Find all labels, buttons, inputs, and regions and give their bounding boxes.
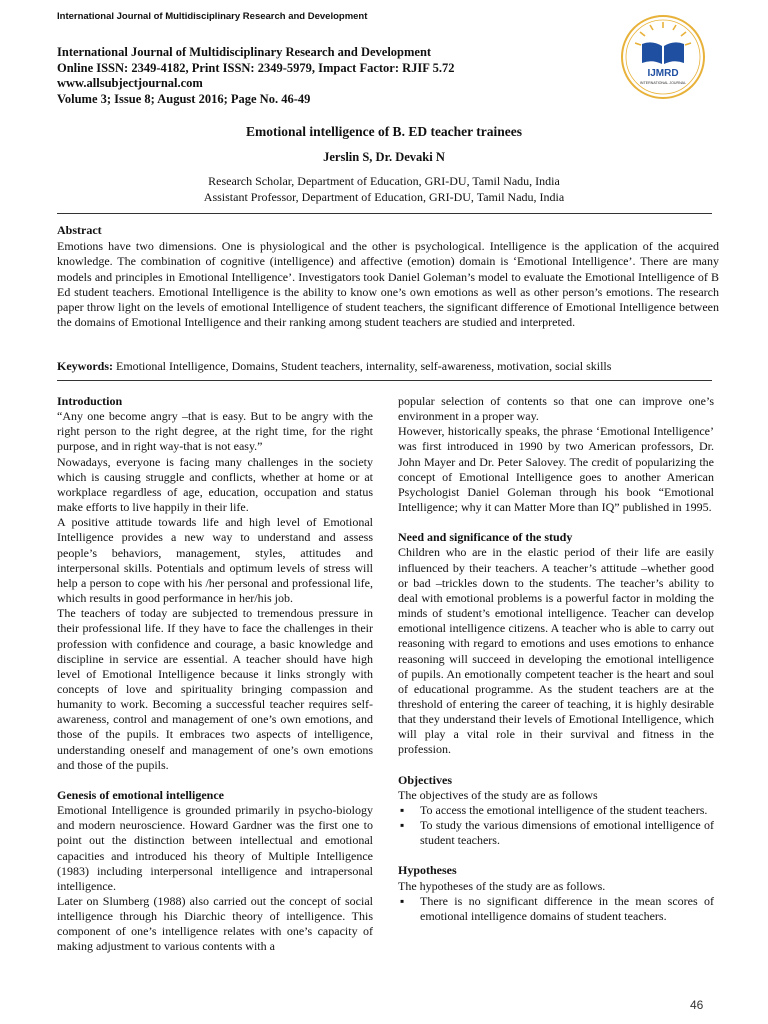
divider-bottom [57,380,712,381]
intro-paragraph: Nowadays, everyone is facing many challenges in the society which is causing struggle and conflicts, whether at home or at workplace regardless of age, education, occupation and status make efforts to live happily in their life. [57,454,373,515]
left-column [57,394,373,955]
divider-top [57,213,712,214]
intro-quote: “Any one become angry –that is easy. But to be angry with the right person to the right degree, at the right time, for the right purpose, and in right way-that is not easy.” [57,409,373,454]
running-header: International Journal of Multidisciplinary Research and Development [57,11,368,22]
logo-sub: INTERNATIONAL JOURNAL [639,81,687,85]
list-item: ▪ There is no significant difference in the mean scores of emotional intelligence domains of student teachers. [420,894,714,924]
paper-title: Emotional intelligence of B. ED teacher trainees [245,124,523,139]
right-column [398,394,714,924]
abstract-heading: Abstract [57,223,102,237]
hypotheses-heading: Hypotheses [398,863,457,878]
genesis-paragraph: Emotional Intelligence is grounded primarily in psycho-biology and modern neuroscience. Howard Gardner was the first one to point out the distinction between intellectual and emotional capacities and introduced his theory of Multiple Intelligence (1983) including interpersonal intelligence and intrapersonal intelligence. [57,803,373,893]
affiliation-1: Research Scholar, Department of Education, GRI-DU, Tamil Nadu, India [208,174,560,188]
logo-abbr: IJMRD [647,68,679,79]
objectives-heading: Objectives [398,772,452,787]
open-book-icon [642,42,684,64]
affiliation-2: Assistant Professor, Department of Education, GRI-DU, Tamil Nadu, India [203,190,565,204]
introduction-heading: Introduction [57,394,123,408]
list-item: ▪ To study the various dimensions of emotional intelligence of student teachers. [420,818,714,848]
list-item: ▪ To access the emotional intelligence of the student teachers. [420,803,714,818]
logo-ring [622,16,704,98]
abstract-text: Emotions have two dimensions. One is physiological and the other is psychological. Intelligence is the application of the acquired knowledge. The combination of cognitive (intelligence) and affective (emotion) domain is ‘Emotional Intelligence’. There are many models and principles in Emotional Intelligence’. Investigators took Daniel Goleman’s model to evaluate the Emotional Intelligence of B Ed student teachers. Emotional Intelligence is the ability to know one’s own emotions as well as other person’s emotions. The research paper throw light on the levels of emotional Intelligence of student teachers, the significant difference of Emotional Intelligence between the domains of Emotional Intelligence and their ranking among student teachers are studied and interpreted. [57,239,719,330]
continued-paragraph: popular selection of contents so that one can improve one’s environment in a proper way. [398,394,714,424]
journal-header [57,45,454,107]
objectives-intro: The objectives of the study are as follows [398,787,598,802]
hypotheses-intro: The hypotheses of the study are as follows. [398,878,606,893]
website-link[interactable]: www.allsubjectjournal.com [57,76,203,90]
page-number: 46 [690,998,704,1012]
affiliations [0,173,768,205]
paper-authors: Jerslin S, Dr. Devaki N [323,150,445,164]
issue-line: Volume 3; Issue 8; August 2016; Page No. 46-49 [57,91,311,106]
issn-line: Online ISSN: 2349-4182, Print ISSN: 2349-5979, Impact Factor: RJIF 5.72 [57,60,455,75]
genesis-heading: Genesis of emotional intelligence [57,787,224,802]
need-paragraph: Children who are in the elastic period of their life are easily influenced by their teachers. A teacher’s attitude –whether good or bad –trickles down to the students. The teacher’s ability to deal with emotional problems is a powerful factor in molding the minds of student’s emotional intelligence. Teacher can develop emotional intelligence citizens. A teacher who is able to carry out reasoning with regard to emotions and uses emotions to enhance reasoning will succeed in developing the emotional intelligence of pupils. An emotionally competent teacher is the heart and soul of educational programme. As the student teachers are at the threshold of entering the career of teaching, it is highly desirable that they understand their levels of Emotional Intelligence, which will play a vital role in their survival and fitness in the profession. [398,545,714,757]
journal-name: International Journal of Multidisciplinary Research and Development [57,45,432,59]
keywords-label: Keywords: [57,359,113,373]
keywords-text: Emotional Intelligence, Domains, Student teachers, internality, self-awareness, motivation, social skills [113,359,612,373]
need-heading: Need and significance of the study [398,530,573,545]
hypotheses-list [398,894,714,924]
genesis-paragraph: Later on Slumberg (1988) also carried out the concept of social intelligence through his Diarchic theory of intelligence. This component of one’s intelligence relates with one’s capacity of making adjustment to various contents with a [57,894,373,954]
journal-logo [620,14,706,100]
objectives-list [398,803,714,848]
intro-paragraph: The teachers of today are subjected to tremendous pressure in their professional life. If they have to face the challenges in their profession with confidence and courage, a basic knowledge and discipline in service are essential. A teacher should have high level of Emotional Intelligence because it links strongly with concepts of love and spirituality bringing compassion and humanity to work. Becoming a successful teacher requires self-awareness, control and management of one’s own emotions, and those of the pupils. It embraces two aspects of intelligence, understanding oneself and management of one’s own emotions and those of the pupils. [57,606,373,772]
keywords [57,359,719,374]
history-paragraph: However, historically speaks, the phrase ‘Emotional Intelligence’ was first introduced in 1990 by two American professors, Dr. John Mayer and Dr. Peter Salovey. The credit of popularizing the concept of Emotional Intelligence goes to another American Psychologist Daniel Goleman through his book “Emotional Intelligence; why it can Matter More than IQ” published in 1995. [398,424,714,515]
intro-paragraph: A positive attitude towards life and high level of Emotional Intelligence provides a new way to understand and assess people’s behaviors, management, styles, attitudes and interpersonal skills. Potentials and optimum levels of stress will help a person to cope with his /her personal and professional life, which results in good performance in her/his job. [57,515,373,606]
